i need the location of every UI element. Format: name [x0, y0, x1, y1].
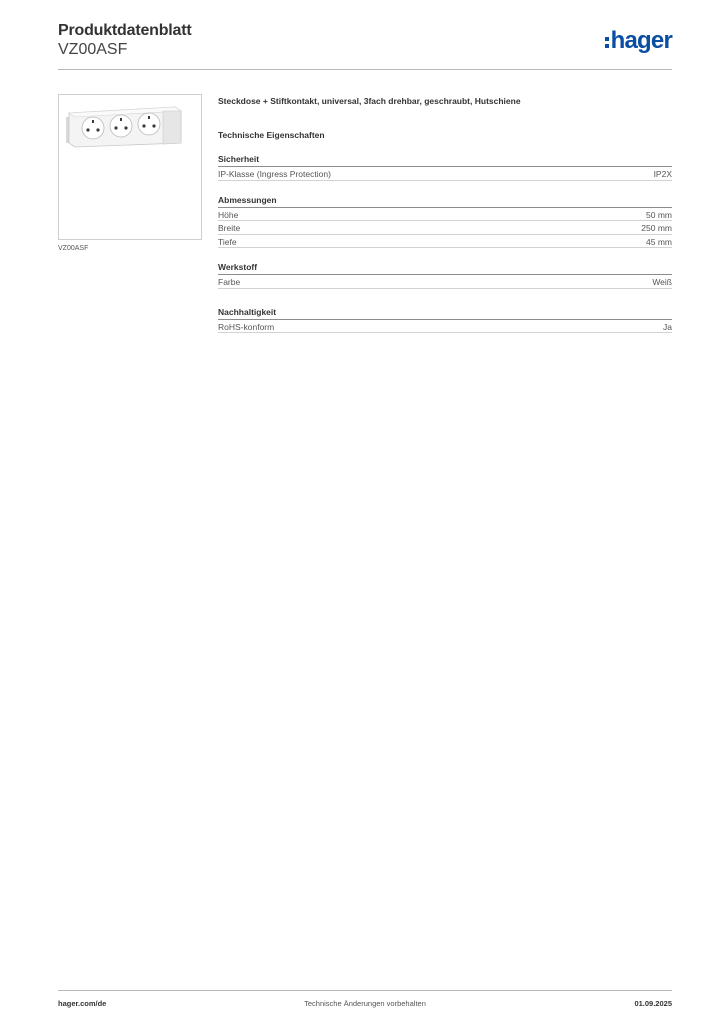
document-title: Produktdatenblatt — [58, 22, 192, 39]
spec-label: Breite — [218, 223, 241, 233]
spec-group-title: Nachhaltigkeit — [218, 307, 672, 320]
spec-row — [218, 320, 672, 334]
spec-value: 50 mm — [646, 209, 672, 220]
spec-label: Tiefe — [218, 236, 237, 247]
spec-group-title: Werkstoff — [218, 262, 672, 275]
product-details — [218, 96, 672, 333]
spec-value: Ja — [663, 321, 672, 332]
spec-group-werkstoff — [218, 262, 672, 289]
specs-section-title: Technische Eigenschaften — [218, 130, 325, 140]
logo-colon-icon — [605, 37, 609, 48]
power-strip-icon — [59, 95, 201, 239]
logo-text: hager — [610, 27, 672, 54]
product-image-caption: VZ00ASF — [58, 245, 89, 252]
footer-website-link[interactable]: hager.com/de — [58, 999, 107, 1008]
spec-row — [218, 208, 672, 222]
hager-logo[interactable] — [605, 28, 672, 54]
spec-label: IP-Klasse (Ingress Protection) — [218, 169, 331, 179]
spec-group-sicherheit — [218, 154, 672, 181]
spec-row — [218, 167, 672, 181]
page-footer — [58, 990, 672, 1008]
spec-label: RoHS-konform — [218, 321, 275, 332]
spec-group-abmessungen — [218, 195, 672, 249]
spec-value: 45 mm — [646, 236, 672, 247]
product-description: Steckdose + Stiftkontakt, universal, 3fach drehbar, geschraubt, Hutschiene — [218, 96, 521, 106]
spec-value: 250 mm — [641, 223, 672, 233]
spec-group-nachhaltigkeit — [218, 307, 672, 334]
product-image — [58, 94, 202, 240]
spec-row — [218, 275, 672, 289]
document-subtitle: VZ00ASF — [58, 41, 128, 58]
spec-row — [218, 221, 672, 235]
footer-date: 01.09.2025 — [634, 999, 672, 1008]
spec-label: Farbe — [218, 277, 241, 287]
spec-value: Weiß — [652, 277, 672, 287]
spec-row — [218, 235, 672, 249]
spec-value: IP2X — [653, 169, 672, 179]
spec-group-title: Sicherheit — [218, 154, 672, 167]
spec-label: Höhe — [218, 209, 239, 220]
page-header — [58, 22, 672, 70]
spec-group-title: Abmessungen — [218, 195, 672, 208]
footer-notice: Technische Änderungen vorbehalten — [304, 999, 426, 1008]
